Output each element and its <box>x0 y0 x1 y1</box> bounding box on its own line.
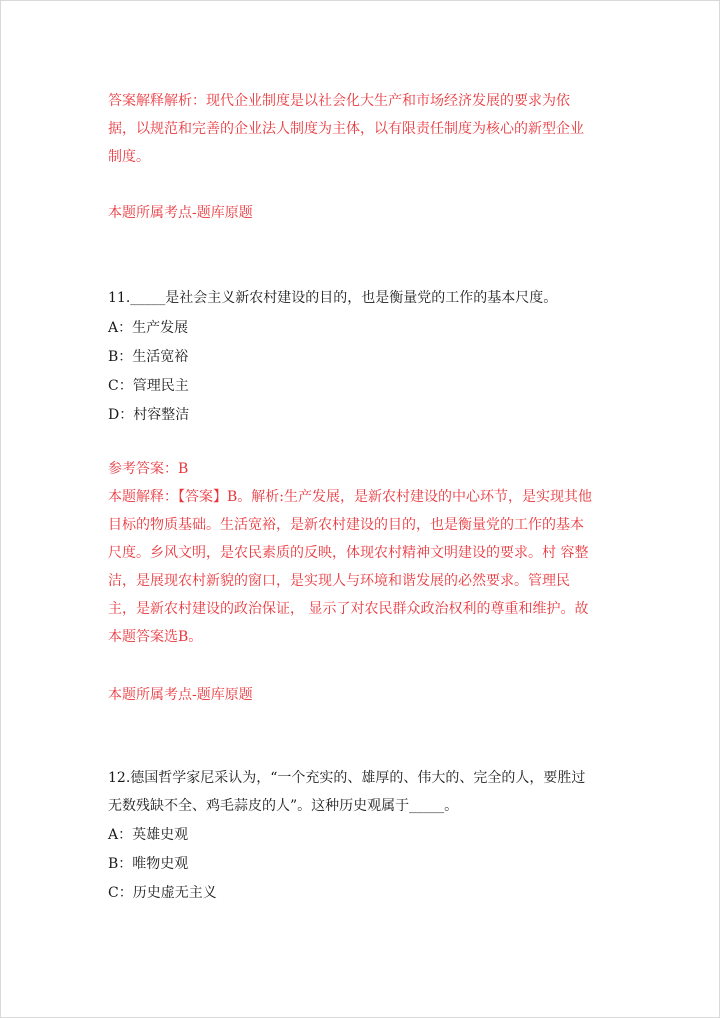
question11-stem: 11._____是社会主义新农村建设的目的，也是衡量党的工作的基本尺度。 <box>108 290 558 306</box>
question11-knowledge-point: 本题所属考点-题库原题 <box>108 687 253 703</box>
option-a: A：英雄史观 <box>108 827 189 843</box>
question11-explanation <box>108 483 592 651</box>
stem-line: 12.德国哲学家尼采认为，“一个充实的、雄厚的、伟大的、完全的人，要胜过 <box>108 770 586 786</box>
option-a: A：生产发展 <box>108 320 189 336</box>
analysis-line: 答案解释解析：现代企业制度是以社会化大生产和市场经济发展的要求为依 <box>108 93 570 109</box>
question12-options <box>108 821 217 908</box>
question12-stem <box>108 764 585 820</box>
explanation-line: 目标的物质基础。生活宽裕，是新农村建设的目的，也是衡量党的工作的基本 <box>108 517 584 533</box>
explanation-line: 本题解释：【答案】B。解析:生产发展，是新农村建设的中心环节，是实现其他 <box>108 489 593 505</box>
analysis-line: 制度。 <box>108 149 150 165</box>
option-b: B：唯物史观 <box>108 856 189 872</box>
question11-options <box>108 314 189 430</box>
option-b: B：生活宽裕 <box>108 349 189 365</box>
question11-reference-answer: 参考答案：B <box>108 461 189 477</box>
section10-analysis <box>108 87 584 171</box>
explanation-line: 本题答案选B。 <box>108 629 203 645</box>
option-c: C：历史虚无主义 <box>108 885 217 901</box>
explanation-line: 尺度。乡风文明，是农民素质的反映，体现农村精神文明建设的要求。村 容整 <box>108 545 589 561</box>
section10-knowledge-point: 本题所属考点-题库原题 <box>108 205 253 221</box>
analysis-line: 据，以规范和完善的企业法人制度为主体，以有限责任制度为核心的新型企业 <box>108 121 584 137</box>
stem-line: 无数残缺不全、鸡毛蒜皮的人”。这种历史观属于_____。 <box>108 798 459 814</box>
option-c: C：管理民主 <box>108 378 189 394</box>
explanation-line: 洁，是展现农村新貌的窗口，是实现人与环境和谐发展的必然要求。管理民 <box>108 573 570 589</box>
option-d: D：村容整洁 <box>108 407 190 423</box>
explanation-line: 主，是新农村建设的政治保证， 显示了对农民群众政治权利的尊重和维护。故 <box>108 601 589 617</box>
